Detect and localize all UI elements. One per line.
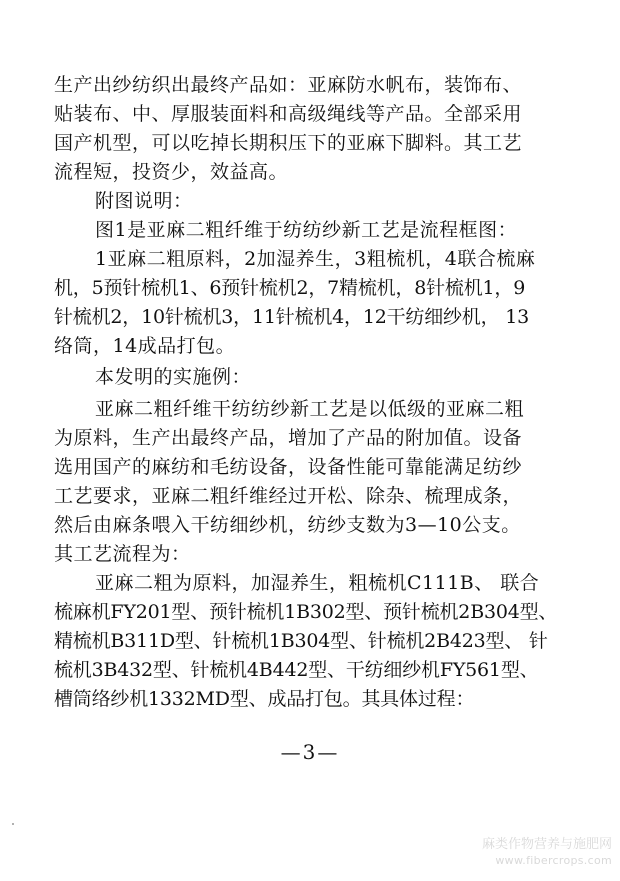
watermark (482, 837, 612, 869)
watermark-url: www.fibercrops.com (495, 854, 612, 867)
text-line: 其工艺流程为： (54, 543, 191, 565)
text-line: 然后由麻条喂入干纺细纱机，纺纱支数为3—10公支。 (54, 514, 521, 536)
text-line: 亚麻二粗纤维干纺纺纱新工艺是以低级的亚麻二粗 (95, 398, 525, 420)
figure-caption: 图1是亚麻二粗纤维于纺纺纱新工艺是流程框图： (95, 219, 518, 241)
text-line: 槽筒络纱机1332MD型、成品打包。其具体过程： (54, 688, 475, 710)
text-line: 梳麻机FY201型、预针梳机1B302型、预针梳机2B304型、 (54, 601, 558, 623)
text-line: 国产机型，可以吃掉长期积压下的亚麻下脚料。其工艺 (54, 132, 523, 154)
text-line: 针梳机2，10针梳机3，11针梳机4，12干纺细纱机， 13 (54, 306, 530, 328)
text-line: 机，5预针梳机1、6预针梳机2，7精梳机，8针梳机1，9 (54, 277, 526, 299)
text-line: 流程短，投资少，效益高。 (54, 161, 289, 183)
text-line: 亚麻二粗为原料，加湿养生，粗梳机C111B、 联合 (95, 572, 540, 594)
text-line: 生产出纱纺织出最终产品如：亚麻防水帆布，装饰布、 (54, 74, 523, 96)
text-line: 1亚麻二粗原料，2加湿养生，3粗梳机，4联合梳麻 (95, 248, 536, 270)
text-line: 贴装布、中、厚服装面料和高级绳线等产品。全部采用 (54, 103, 523, 125)
text-line: 梳机3B432型、针梳机4B442型、干纺细纱机FY561型、 (54, 659, 539, 681)
page-number: —3— (280, 740, 340, 764)
text-line: 精梳机B311D型、针梳机1B304型、针梳机2B423型、 针 (54, 630, 548, 652)
section-heading: 附图说明： (95, 190, 193, 212)
text-line: 为原料，生产出最终产品，增加了产品的附加值。设备 (54, 427, 523, 449)
text-line: 络筒，14成品打包。 (54, 335, 236, 357)
watermark-title: 麻类作物营养与施肥网 (481, 837, 612, 852)
text-line: 选用国产的麻纺和毛纺设备，设备性能可靠能满足纺纱 (54, 456, 523, 478)
text-line: 工艺要求，亚麻二粗纤维经过开松、除杂、梳理成条， (54, 485, 523, 507)
scan-speck (12, 823, 14, 825)
section-heading: 本发明的实施例： (95, 366, 252, 388)
